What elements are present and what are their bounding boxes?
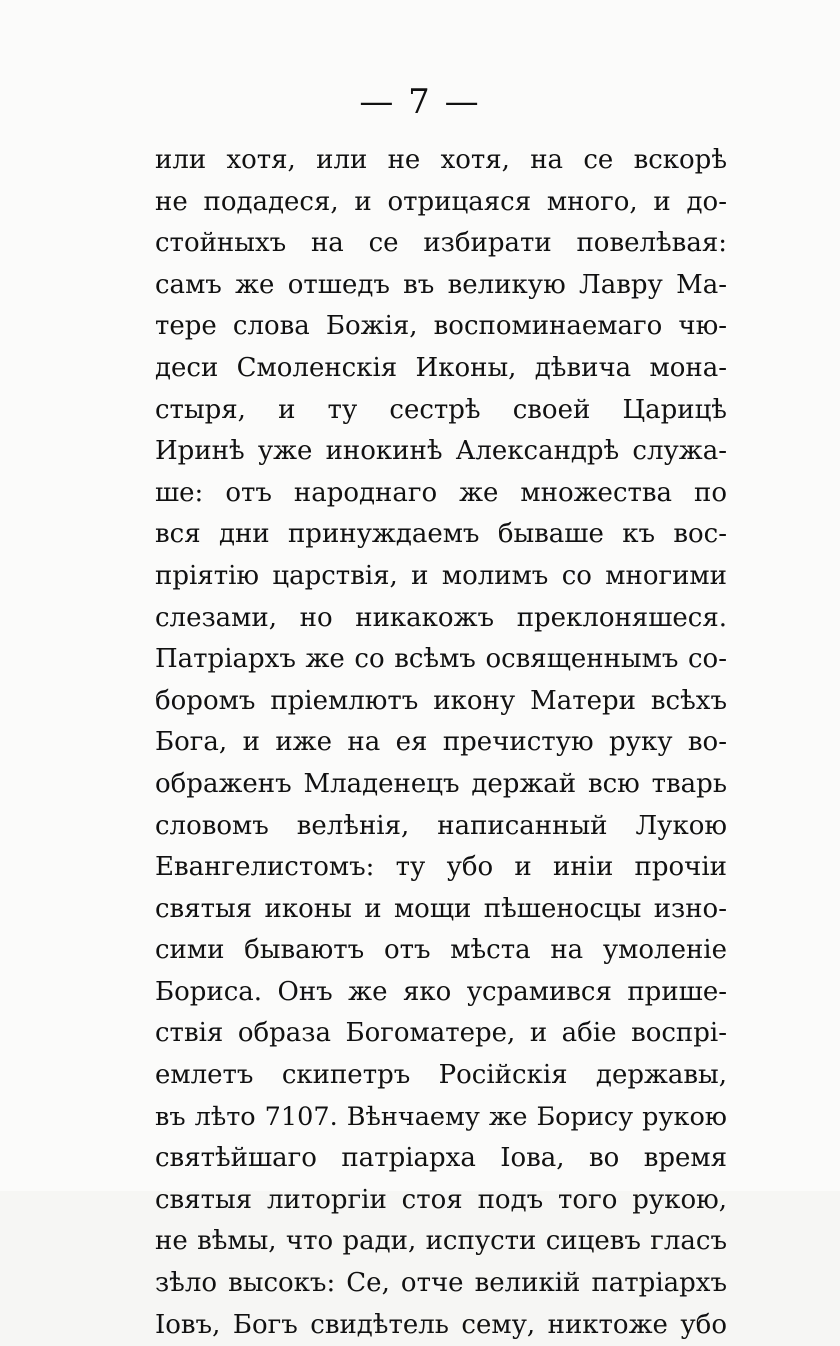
page-number: — 7 —	[359, 82, 481, 122]
text-line: сими бываютъ отъ мѣста на умоленіе	[155, 935, 727, 966]
text-line: не подадеся, и отрицаяся много, и до-	[155, 186, 727, 217]
text-line: Бога, и иже на ея пречистую руку во-	[155, 727, 727, 758]
text-line: стойныхъ на се избирати повелѣвая:	[155, 228, 727, 259]
text-line: ображенъ Младенецъ держай всю тварь	[155, 768, 727, 799]
text-line: въ лѣто 7107. Вѣнчаему же Борису рукою	[155, 1101, 727, 1132]
text-line: ше: отъ народнаго же множества по	[155, 477, 727, 508]
text-line: святыя литоргіи стоя подъ того рукою,	[155, 1184, 727, 1215]
text-line: тере слова Божія, воспоминаемаго чю-	[155, 311, 727, 342]
text-line: святѣйшаго патріарха Іова, во время	[155, 1143, 727, 1174]
text-line: емлетъ скипетръ Російскія державы,	[155, 1060, 727, 1091]
text-line: пріятію царствія, и молимъ со многими	[155, 560, 727, 591]
text-line: ствія образа Богоматере, и абіе воспрі-	[155, 1018, 727, 1049]
body-text	[155, 140, 727, 1346]
text-line: Евангелистомъ: ту убо и иніи прочіи	[155, 852, 727, 883]
text-line: боромъ пріемлютъ икону Матери всѣхъ	[155, 685, 727, 716]
text-line: не вѣмы, что ради, испусти сицевъ гласъ	[155, 1226, 727, 1257]
text-line: или хотя, или не хотя, на се вскорѣ	[155, 145, 727, 175]
text-line: Бориса. Онъ же яко усрамився прише-	[155, 976, 727, 1007]
text-line: самъ же отшедъ въ великую Лавру Ма-	[155, 269, 727, 300]
text-line: святыя иконы и мощи пѣшеносцы изно-	[155, 893, 727, 924]
text-line: деси Смоленскія Иконы, дѣвича мона-	[155, 352, 727, 383]
text-line: Иринѣ уже инокинѣ Александрѣ служа-	[155, 436, 727, 467]
text-line: словомъ велѣнія, написанный Лукою	[155, 810, 727, 841]
text-line: стыря, и ту сестрѣ своей Царицѣ	[155, 394, 727, 425]
text-line: Патріархъ же со всѣмъ освященнымъ со-	[155, 644, 727, 675]
text-line: зѣло высокъ: Се, отче великій патріархъ	[155, 1268, 727, 1299]
text-line: слезами, но никакожъ преклоняшеся.	[155, 602, 727, 633]
text-line: вся дни принуждаемъ бываше къ вос-	[155, 519, 727, 550]
text-line: Іовъ, Богъ свидѣтель сему, никтоже убо	[155, 1309, 727, 1340]
